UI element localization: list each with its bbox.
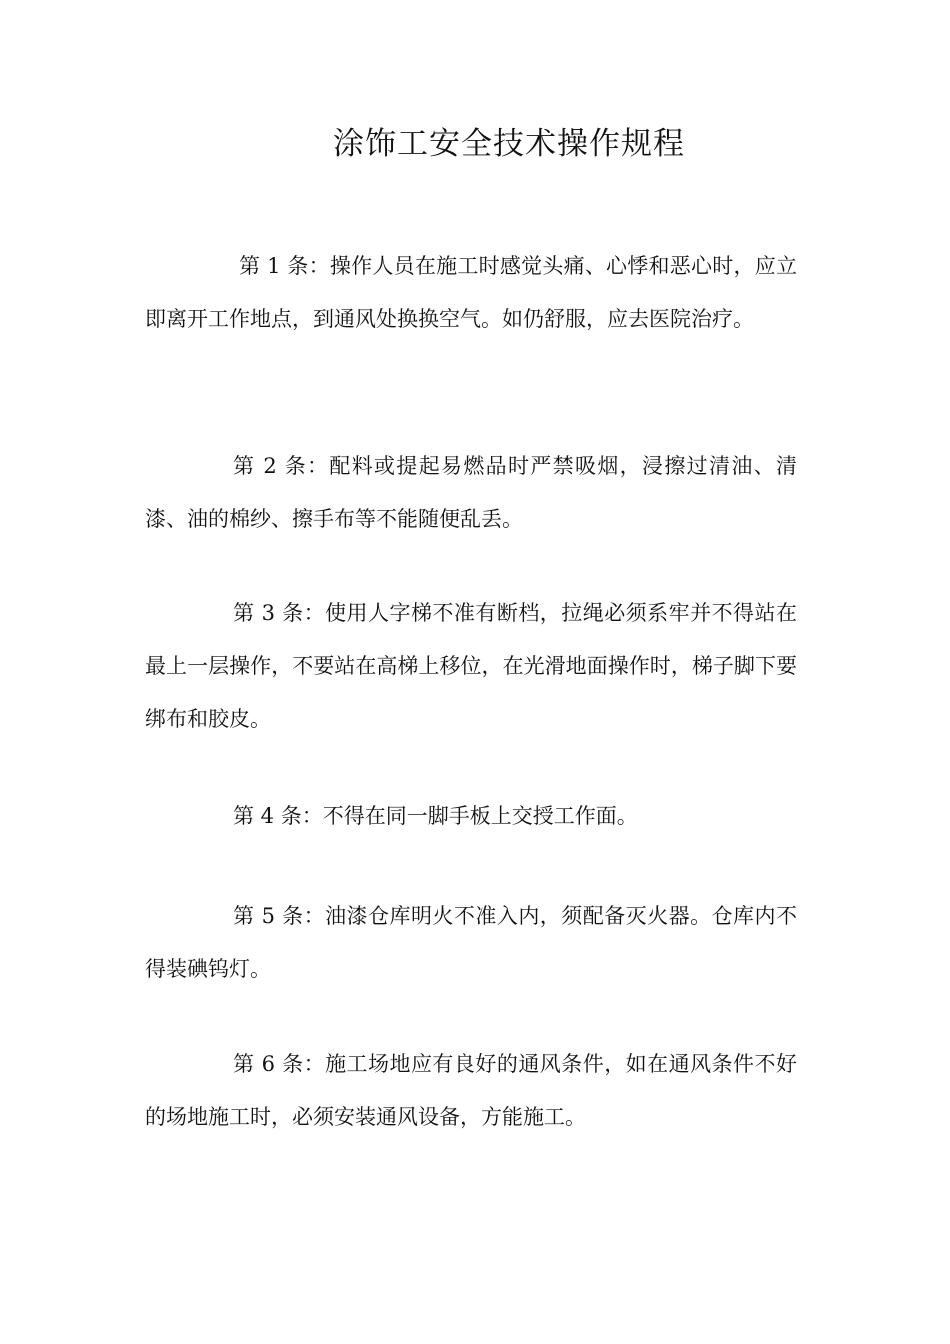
document-title: 涂饰工安全技术操作规程 — [333, 126, 685, 162]
clause-2: 第 2 条：配料或提起易燃品时严禁吸烟，浸擦过清油、清漆、油的棉纱、擦手布等不能随便乱丢。 — [145, 454, 797, 531]
clause-6: 第 6 条：施工场地应有良好的通风条件，如在通风条件不好的场地施工时，必须安装通风设备，方能施工。 — [145, 1052, 797, 1129]
clause-5: 第 5 条：油漆仓库明火不准入内，须配备灭火器。仓库内不得装碘钨灯。 — [145, 904, 797, 981]
clause-4: 第 4 条：不得在同一脚手板上交授工作面。 — [233, 804, 638, 828]
clause-3: 第 3 条：使用人字梯不准有断档，拉绳必须系牢并不得站在最上一层操作，不要站在高梯上移位，在光滑地面操作时，梯子脚下要绑布和胶皮。 — [145, 601, 797, 731]
clause-1: 第 1 条：操作人员在施工时感觉头痛、心悸和恶心时，应立即离开工作地点，到通风处换换空气。如仍舒服，应去医院治疗。 — [145, 254, 797, 331]
